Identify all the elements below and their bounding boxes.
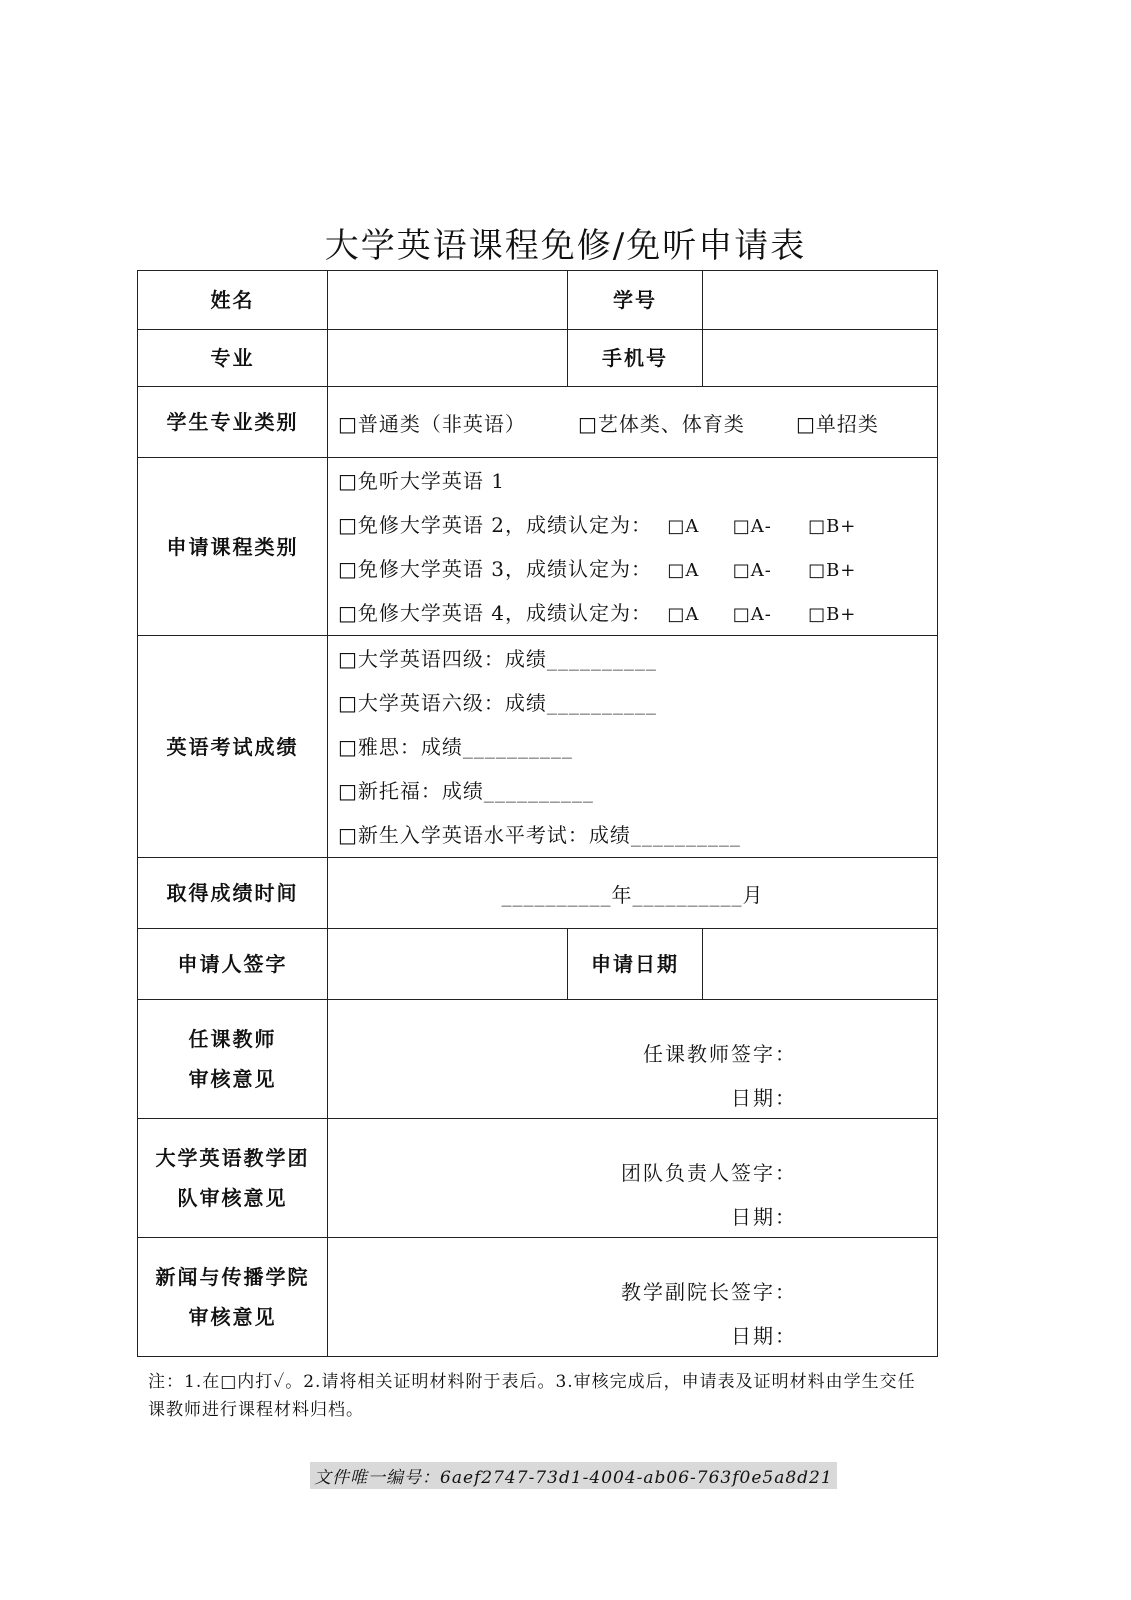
name-field[interactable] — [328, 271, 568, 330]
exam-option-ielts[interactable]: □雅思：成绩__________ — [338, 734, 573, 759]
teacher-sign-label: 任课教师签字： — [643, 1042, 797, 1066]
category-label: 学生专业类别 — [138, 387, 328, 458]
name-label: 姓名 — [138, 271, 328, 330]
course-options — [328, 458, 938, 636]
row-category — [138, 387, 938, 458]
grade-option[interactable]: □A — [667, 603, 700, 625]
grade-option[interactable]: □B+ — [808, 515, 857, 537]
grade-option[interactable]: □B+ — [808, 603, 857, 625]
course-option[interactable]: □免修大学英语 3，成绩认定为： □A □A- □B+ — [338, 547, 937, 591]
form-title: 大学英语课程免修/免听申请表 — [324, 226, 807, 266]
category-option-arts-sports[interactable]: □艺体类、体育类 — [578, 411, 745, 436]
team-review-field[interactable] — [328, 1119, 938, 1238]
category-option-single-enroll[interactable]: □单招类 — [796, 411, 879, 436]
time-label: 取得成绩时间 — [138, 858, 328, 929]
student-id-label: 学号 — [568, 271, 703, 330]
exam-options — [328, 636, 938, 858]
row-course — [138, 458, 938, 636]
row-team-review — [138, 1119, 938, 1238]
date-label: 日期： — [731, 1086, 797, 1110]
major-label: 专业 — [138, 330, 328, 387]
phone-field[interactable] — [703, 330, 938, 387]
exam-option-placement[interactable]: □新生入学英语水平考试：成绩__________ — [338, 822, 741, 847]
date-label: 日期： — [731, 1324, 797, 1348]
date-label: 日期： — [731, 1205, 797, 1229]
applicant-sign-label: 申请人签字 — [138, 929, 328, 1000]
category-options — [328, 387, 938, 458]
row-college-review — [138, 1238, 938, 1357]
grade-option[interactable]: □A- — [732, 603, 772, 625]
application-form — [137, 270, 938, 1357]
file-id: 文件唯一编号：6aef2747-73d1-4004-ab06-763f0e5a8d21 — [310, 1462, 837, 1489]
college-review-field[interactable] — [328, 1238, 938, 1357]
course-label: 申请课程类别 — [138, 458, 328, 636]
grade-option[interactable]: □B+ — [808, 559, 857, 581]
row-major — [138, 330, 938, 387]
apply-date-field[interactable] — [703, 929, 938, 1000]
category-option-general[interactable]: □普通类（非英语） — [338, 411, 526, 436]
row-signature — [138, 929, 938, 1000]
student-id-field[interactable] — [703, 271, 938, 330]
course-option[interactable]: □免修大学英语 4，成绩认定为： □A □A- □B+ — [338, 591, 937, 635]
time-field[interactable]: __________年__________月 — [328, 858, 938, 929]
phone-label: 手机号 — [568, 330, 703, 387]
major-field[interactable] — [328, 330, 568, 387]
exam-option-toefl[interactable]: □新托福：成绩__________ — [338, 778, 594, 803]
course-option[interactable]: □免修大学英语 2，成绩认定为： □A □A- □B+ — [338, 503, 937, 547]
grade-option[interactable]: □A — [667, 559, 700, 581]
course-option[interactable]: □免听大学英语 1 — [338, 468, 505, 493]
college-sign-label: 教学副院长签字： — [621, 1280, 797, 1304]
exam-label: 英语考试成绩 — [138, 636, 328, 858]
college-review-label: 新闻与传播学院 审核意见 — [138, 1238, 328, 1357]
teacher-review-field[interactable] — [328, 1000, 938, 1119]
row-time — [138, 858, 938, 929]
row-exam — [138, 636, 938, 858]
apply-date-label: 申请日期 — [568, 929, 703, 1000]
exam-option-cet6[interactable]: □大学英语六级：成绩__________ — [338, 690, 657, 715]
team-sign-label: 团队负责人签字： — [621, 1161, 797, 1185]
applicant-sign-field[interactable] — [328, 929, 568, 1000]
row-teacher-review — [138, 1000, 938, 1119]
row-name — [138, 271, 938, 330]
exam-option-cet4[interactable]: □大学英语四级：成绩__________ — [338, 646, 657, 671]
team-review-label: 大学英语教学团 队审核意见 — [138, 1119, 328, 1238]
grade-option[interactable]: □A- — [732, 515, 772, 537]
grade-option[interactable]: □A — [667, 515, 700, 537]
footnote: 注：1.在□内打✓。2.请将相关证明材料附于表后。3.审核完成后，申请表及证明材料由学生交任 课教师进行课程材料归档。 — [148, 1372, 916, 1420]
grade-option[interactable]: □A- — [732, 559, 772, 581]
teacher-review-label: 任课教师 审核意见 — [138, 1000, 328, 1119]
